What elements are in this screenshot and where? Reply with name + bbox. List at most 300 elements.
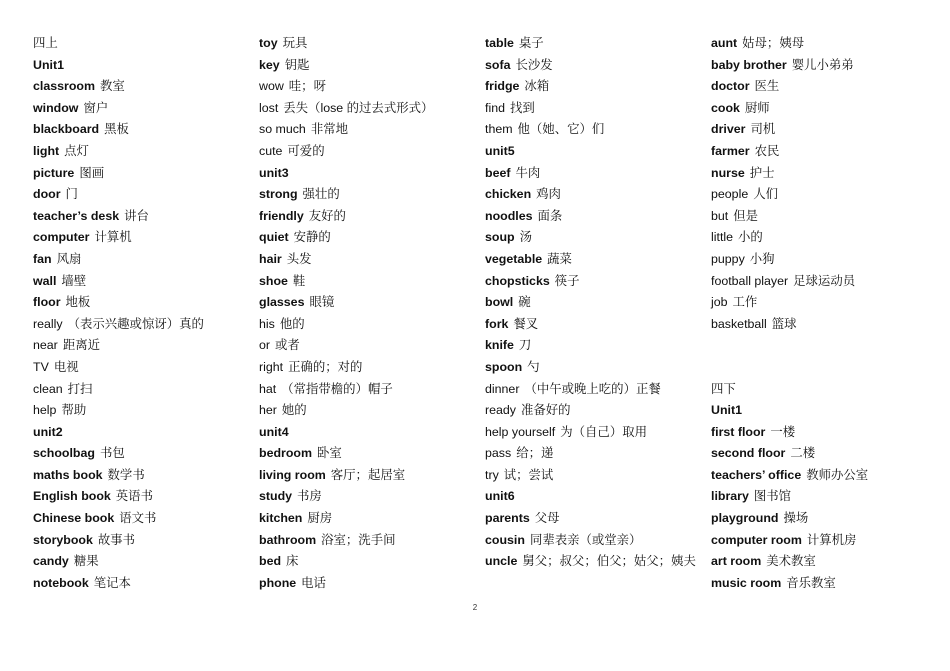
english-word: her	[259, 403, 277, 418]
chinese-meaning: 客厅；起居室	[330, 467, 406, 482]
chinese-meaning: 工作	[732, 295, 758, 310]
chinese-meaning: 长沙发	[515, 57, 553, 72]
chinese-meaning: 教室	[99, 79, 125, 94]
chinese-meaning: 帮助	[61, 403, 87, 418]
vocab-entry	[711, 249, 931, 271]
chinese-meaning: 糖果	[73, 554, 99, 569]
vocab-entry	[259, 119, 479, 141]
english-word: glasses	[259, 295, 305, 310]
vocab-column-4	[711, 33, 931, 594]
vocab-entry	[711, 98, 931, 120]
chinese-meaning: 准备好的	[521, 403, 571, 418]
english-word: hat	[259, 381, 277, 396]
chinese-meaning: 卧室	[317, 446, 342, 461]
english-word: really	[33, 316, 63, 331]
english-word: phone	[259, 575, 297, 590]
vocab-entry	[259, 443, 479, 465]
vocab-entry	[259, 379, 479, 401]
english-word: teachers’ office	[711, 467, 802, 482]
english-word: bedroom	[259, 446, 313, 461]
vocab-entry	[33, 443, 253, 465]
english-word: right	[259, 359, 284, 374]
chinese-meaning: 计算机	[94, 230, 132, 245]
section-heading	[33, 422, 253, 444]
chinese-meaning: 勺	[527, 359, 540, 374]
english-word: music room	[711, 575, 782, 590]
vocab-entry	[259, 530, 479, 552]
english-word: quiet	[259, 230, 289, 245]
vocab-entry	[259, 335, 479, 357]
vocab-entry	[33, 357, 253, 379]
vocab-entry	[33, 530, 253, 552]
english-word: ready	[485, 403, 516, 418]
vocab-entry	[259, 98, 479, 120]
english-word: uncle	[485, 554, 518, 569]
english-word: cousin	[485, 532, 525, 547]
heading-text: Unit1	[33, 57, 64, 72]
chinese-meaning: 距离近	[62, 338, 100, 353]
chinese-meaning: 牛肉	[515, 165, 541, 180]
chinese-meaning: （表示兴趣或惊讶）真的	[67, 316, 204, 331]
vocab-entry	[711, 206, 931, 228]
section-heading	[33, 33, 253, 55]
english-word: noodles	[485, 208, 533, 223]
chinese-meaning: 安静的	[293, 230, 331, 245]
vocab-entry	[259, 314, 479, 336]
heading-text: unit6	[485, 489, 515, 504]
english-word: or	[259, 338, 271, 353]
vocab-entry	[259, 227, 479, 249]
vocab-entry	[711, 573, 931, 595]
vocab-entry	[33, 465, 253, 487]
vocab-entry	[485, 98, 705, 120]
heading-text: unit4	[259, 424, 289, 439]
heading-text: unit2	[33, 424, 63, 439]
english-word: aunt	[711, 36, 738, 50]
english-word: picture	[33, 165, 75, 180]
english-word: classroom	[33, 79, 95, 94]
english-word: lost	[259, 100, 279, 115]
english-word: art room	[711, 554, 762, 569]
chinese-meaning: 姑母；姨母	[742, 36, 805, 50]
vocab-entry	[485, 184, 705, 206]
vocab-entry	[711, 33, 931, 55]
vocab-entry	[485, 530, 705, 552]
english-word: second floor	[711, 446, 786, 461]
section-heading	[485, 141, 705, 163]
heading-text: Unit1	[711, 403, 742, 418]
vocab-entry	[33, 400, 253, 422]
chinese-meaning: 或者	[275, 338, 300, 353]
vocab-entry	[33, 271, 253, 293]
chinese-meaning: （中午或晚上吃的）正餐	[524, 381, 661, 396]
blank-line	[711, 335, 931, 357]
vocab-entry	[485, 465, 705, 487]
chinese-meaning: 电话	[301, 575, 326, 590]
chinese-meaning: 二楼	[790, 446, 816, 461]
vocab-entry	[33, 292, 253, 314]
english-word: English book	[33, 489, 111, 504]
english-word: help	[33, 403, 57, 418]
english-word: wow	[259, 79, 284, 94]
english-word: soup	[485, 230, 515, 245]
chinese-meaning: 汤	[519, 230, 532, 245]
english-word: hair	[259, 251, 282, 266]
english-word: strong	[259, 187, 298, 202]
vocab-entry	[485, 119, 705, 141]
english-word: near	[33, 338, 58, 353]
chinese-meaning: 窗户	[83, 100, 109, 115]
vocab-entry	[711, 551, 931, 573]
chinese-meaning: 图画	[79, 165, 105, 180]
vocab-entry	[485, 400, 705, 422]
chinese-meaning: 电视	[53, 359, 79, 374]
english-word: floor	[33, 295, 61, 310]
chinese-meaning: 钥匙	[284, 57, 310, 72]
chinese-meaning: 打扫	[67, 381, 93, 396]
vocab-entry	[33, 141, 253, 163]
vocab-entry	[485, 357, 705, 379]
chinese-meaning: 蔬菜	[547, 251, 572, 266]
vocab-entry	[33, 184, 253, 206]
vocab-entry	[711, 271, 931, 293]
vocab-entry	[259, 292, 479, 314]
chinese-meaning: 门	[65, 187, 78, 202]
vocab-entry	[711, 184, 931, 206]
vocab-entry	[33, 508, 253, 530]
english-word: farmer	[711, 143, 750, 158]
vocab-entry	[33, 206, 253, 228]
chinese-meaning: 图书馆	[753, 489, 792, 504]
vocab-entry	[711, 508, 931, 530]
chinese-meaning: 哇；呀	[288, 79, 326, 94]
chinese-meaning: 舅父；叔父；伯父；姑父；姨夫	[522, 554, 696, 569]
chinese-meaning: 小的	[738, 230, 763, 245]
chinese-meaning: 点灯	[64, 143, 89, 158]
english-word: bed	[259, 554, 282, 569]
chinese-meaning: 筷子	[554, 273, 580, 288]
chinese-meaning: 他（她、它）们	[517, 122, 605, 137]
chinese-meaning: 丢失（lose 的过去式形式）	[283, 100, 434, 115]
chinese-meaning: 医生	[754, 79, 780, 94]
chinese-meaning: 头发	[286, 251, 312, 266]
english-word: sofa	[485, 57, 511, 72]
chinese-meaning: 操场	[783, 511, 809, 526]
english-word: toy	[259, 36, 278, 50]
chinese-meaning: 找到	[509, 100, 535, 115]
vocab-entry	[711, 465, 931, 487]
vocab-entry	[259, 551, 479, 573]
vocab-entry	[259, 55, 479, 77]
english-word: schoolbag	[33, 446, 95, 461]
heading-text: unit3	[259, 165, 289, 180]
chinese-meaning: 书包	[99, 446, 125, 461]
english-word: living room	[259, 467, 326, 482]
english-word: knife	[485, 338, 514, 353]
vocab-entry	[711, 163, 931, 185]
vocab-entry	[485, 508, 705, 530]
chinese-meaning: 黑板	[104, 122, 129, 137]
heading-text: 四上	[33, 36, 58, 50]
chinese-meaning: 餐叉	[513, 316, 539, 331]
english-word: study	[259, 489, 293, 504]
vocab-entry	[259, 357, 479, 379]
vocab-entry	[33, 551, 253, 573]
chinese-meaning: 小狗	[749, 251, 775, 266]
vocab-entry	[33, 98, 253, 120]
english-word: vegetable	[485, 251, 543, 266]
chinese-meaning: 厨师	[744, 100, 770, 115]
chinese-meaning: 眼镜	[309, 295, 335, 310]
vocab-entry	[259, 573, 479, 595]
vocab-entry	[485, 33, 705, 55]
section-heading	[33, 55, 253, 77]
chinese-meaning: 故事书	[97, 532, 136, 547]
english-word: beef	[485, 165, 511, 180]
blank-line	[711, 357, 931, 379]
section-heading	[711, 400, 931, 422]
chinese-meaning: 他的	[279, 316, 305, 331]
english-word: TV	[33, 359, 49, 374]
vocab-entry	[485, 335, 705, 357]
english-word: fork	[485, 316, 509, 331]
chinese-meaning: 父母	[534, 511, 560, 526]
chinese-meaning: 护士	[749, 165, 775, 180]
chinese-meaning: 为（自己）取用	[560, 424, 647, 439]
vocab-entry	[485, 227, 705, 249]
chinese-meaning: 玩具	[282, 36, 308, 50]
vocab-entry	[259, 400, 479, 422]
vocab-entry	[711, 55, 931, 77]
english-word: driver	[711, 122, 746, 137]
vocab-entry	[33, 227, 253, 249]
vocab-entry	[259, 206, 479, 228]
chinese-meaning: 计算机房	[806, 532, 857, 547]
english-word: job	[711, 295, 728, 310]
english-word: doctor	[711, 79, 750, 94]
english-word: nurse	[711, 165, 745, 180]
chinese-meaning: 但是	[733, 208, 759, 223]
vocab-column-1	[33, 33, 253, 594]
chinese-meaning: 同辈表亲（或堂亲）	[529, 532, 642, 547]
english-word: football player	[711, 273, 789, 288]
english-word: library	[711, 489, 749, 504]
english-word: Chinese book	[33, 511, 115, 526]
chinese-meaning: 她的	[281, 403, 307, 418]
vocab-entry	[33, 119, 253, 141]
chinese-meaning: 可爱的	[287, 143, 325, 158]
vocab-entry	[33, 163, 253, 185]
chinese-meaning: 面条	[537, 208, 563, 223]
vocab-entry	[711, 530, 931, 552]
vocab-entry	[259, 141, 479, 163]
vocab-entry	[259, 465, 479, 487]
section-heading	[485, 486, 705, 508]
english-word: door	[33, 187, 61, 202]
chinese-meaning: 强壮的	[302, 187, 340, 202]
english-word: teacher’s desk	[33, 208, 120, 223]
chinese-meaning: 给；递	[516, 446, 554, 461]
chinese-meaning: 桌子	[518, 36, 544, 50]
english-word: friendly	[259, 208, 304, 223]
english-word: try	[485, 467, 499, 482]
section-heading	[711, 379, 931, 401]
chinese-meaning: 教师办公室	[806, 467, 869, 482]
english-word: cook	[711, 100, 740, 115]
english-word: table	[485, 36, 514, 50]
vocab-entry	[485, 55, 705, 77]
vocab-entry	[259, 271, 479, 293]
vocab-column-3	[485, 33, 705, 594]
vocab-entry	[485, 314, 705, 336]
vocab-entry	[485, 76, 705, 98]
vocab-entry	[259, 486, 479, 508]
english-word: clean	[33, 381, 63, 396]
english-word: people	[711, 187, 749, 202]
chinese-meaning: 农民	[754, 143, 780, 158]
section-heading	[259, 163, 479, 185]
vocab-entry	[711, 227, 931, 249]
chinese-meaning: 冰箱	[524, 79, 550, 94]
vocab-entry	[711, 422, 931, 444]
vocab-entry	[485, 379, 705, 401]
vocab-entry	[33, 486, 253, 508]
english-word: spoon	[485, 359, 523, 374]
vocab-entry	[259, 76, 479, 98]
chinese-meaning: 语文书	[119, 511, 157, 526]
vocab-entry	[485, 271, 705, 293]
chinese-meaning: 正确的；对的	[288, 359, 363, 374]
vocab-entry	[33, 249, 253, 271]
chinese-meaning: 音乐教室	[786, 575, 836, 590]
english-word: computer room	[711, 532, 802, 547]
vocab-entry	[33, 76, 253, 98]
chinese-meaning: 数学书	[107, 467, 145, 482]
vocab-entry	[711, 443, 931, 465]
english-word: first floor	[711, 424, 766, 439]
english-word: wall	[33, 273, 57, 288]
english-word: little	[711, 230, 734, 245]
chinese-meaning: 一楼	[770, 424, 796, 439]
english-word: his	[259, 316, 275, 331]
vocab-entry	[711, 486, 931, 508]
english-word: key	[259, 57, 280, 72]
vocab-entry	[485, 163, 705, 185]
english-word: candy	[33, 554, 69, 569]
english-word: help yourself	[485, 424, 556, 439]
english-word: puppy	[711, 251, 745, 266]
vocab-entry	[33, 314, 253, 336]
chinese-meaning: 床	[286, 554, 299, 569]
vocab-entry	[485, 292, 705, 314]
english-word: shoe	[259, 273, 288, 288]
english-word: find	[485, 100, 505, 115]
english-word: parents	[485, 511, 530, 526]
vocab-column-2	[259, 33, 479, 594]
chinese-meaning: 书房	[297, 489, 322, 504]
english-word: light	[33, 143, 60, 158]
vocab-entry	[711, 292, 931, 314]
english-word: but	[711, 208, 729, 223]
english-word: bathroom	[259, 532, 317, 547]
chinese-meaning: 墙壁	[61, 273, 87, 288]
english-word: computer	[33, 230, 90, 245]
english-word: basketball	[711, 316, 767, 331]
english-word: storybook	[33, 532, 93, 547]
chinese-meaning: 司机	[750, 122, 776, 137]
chinese-meaning: 讲台	[124, 208, 149, 223]
chinese-meaning: 碗	[518, 295, 531, 310]
vocab-entry	[33, 379, 253, 401]
vocab-entry	[485, 551, 705, 594]
english-word: blackboard	[33, 122, 100, 137]
english-word: pass	[485, 446, 512, 461]
vocab-entry	[711, 119, 931, 141]
chinese-meaning: 地板	[65, 295, 91, 310]
chinese-meaning: 风扇	[56, 251, 82, 266]
english-word: baby brother	[711, 57, 787, 72]
vocab-entry	[485, 249, 705, 271]
chinese-meaning: 刀	[518, 338, 532, 353]
vocab-entry	[485, 443, 705, 465]
chinese-meaning: 非常地	[310, 122, 348, 137]
chinese-meaning: 试；尝试	[503, 467, 554, 482]
chinese-meaning: 美术教室	[766, 554, 816, 569]
chinese-meaning: 婴儿小弟弟	[791, 57, 854, 72]
vocab-entry	[259, 508, 479, 530]
english-word: window	[33, 100, 79, 115]
english-word: bowl	[485, 295, 514, 310]
chinese-meaning: 鸡肉	[536, 187, 561, 202]
chinese-meaning: 厨房	[307, 511, 333, 526]
english-word: notebook	[33, 575, 89, 590]
chinese-meaning: （常指带檐的）帽子	[281, 381, 393, 396]
chinese-meaning: 笔记本	[93, 575, 131, 590]
chinese-meaning: 篮球	[771, 316, 797, 331]
english-word: fan	[33, 251, 52, 266]
chinese-meaning: 鞋	[292, 273, 306, 288]
vocab-entry	[259, 249, 479, 271]
english-word: maths book	[33, 467, 103, 482]
vocab-entry	[485, 206, 705, 228]
section-heading	[259, 422, 479, 444]
vocab-entry	[259, 33, 479, 55]
english-word: them	[485, 122, 513, 137]
vocab-entry	[33, 573, 253, 595]
vocab-entry	[711, 141, 931, 163]
english-word: fridge	[485, 79, 520, 94]
page-number: 2	[472, 603, 478, 612]
chinese-meaning: 浴室；洗手间	[321, 532, 396, 547]
heading-text: 四下	[711, 381, 736, 396]
chinese-meaning: 英语书	[115, 489, 153, 504]
vocab-entry	[711, 76, 931, 98]
vocab-entry	[485, 422, 705, 444]
english-word: cute	[259, 143, 283, 158]
vocab-entry	[259, 184, 479, 206]
english-word: playground	[711, 511, 779, 526]
english-word: chicken	[485, 187, 532, 202]
heading-text: unit5	[485, 143, 515, 158]
chinese-meaning: 友好的	[308, 208, 346, 223]
chinese-meaning: 足球运动员	[793, 273, 856, 288]
chinese-meaning: 人们	[753, 187, 778, 202]
english-word: dinner	[485, 381, 520, 396]
english-word: chopsticks	[485, 273, 550, 288]
vocab-entry	[33, 335, 253, 357]
english-word: so much	[259, 122, 306, 137]
english-word: kitchen	[259, 511, 303, 526]
